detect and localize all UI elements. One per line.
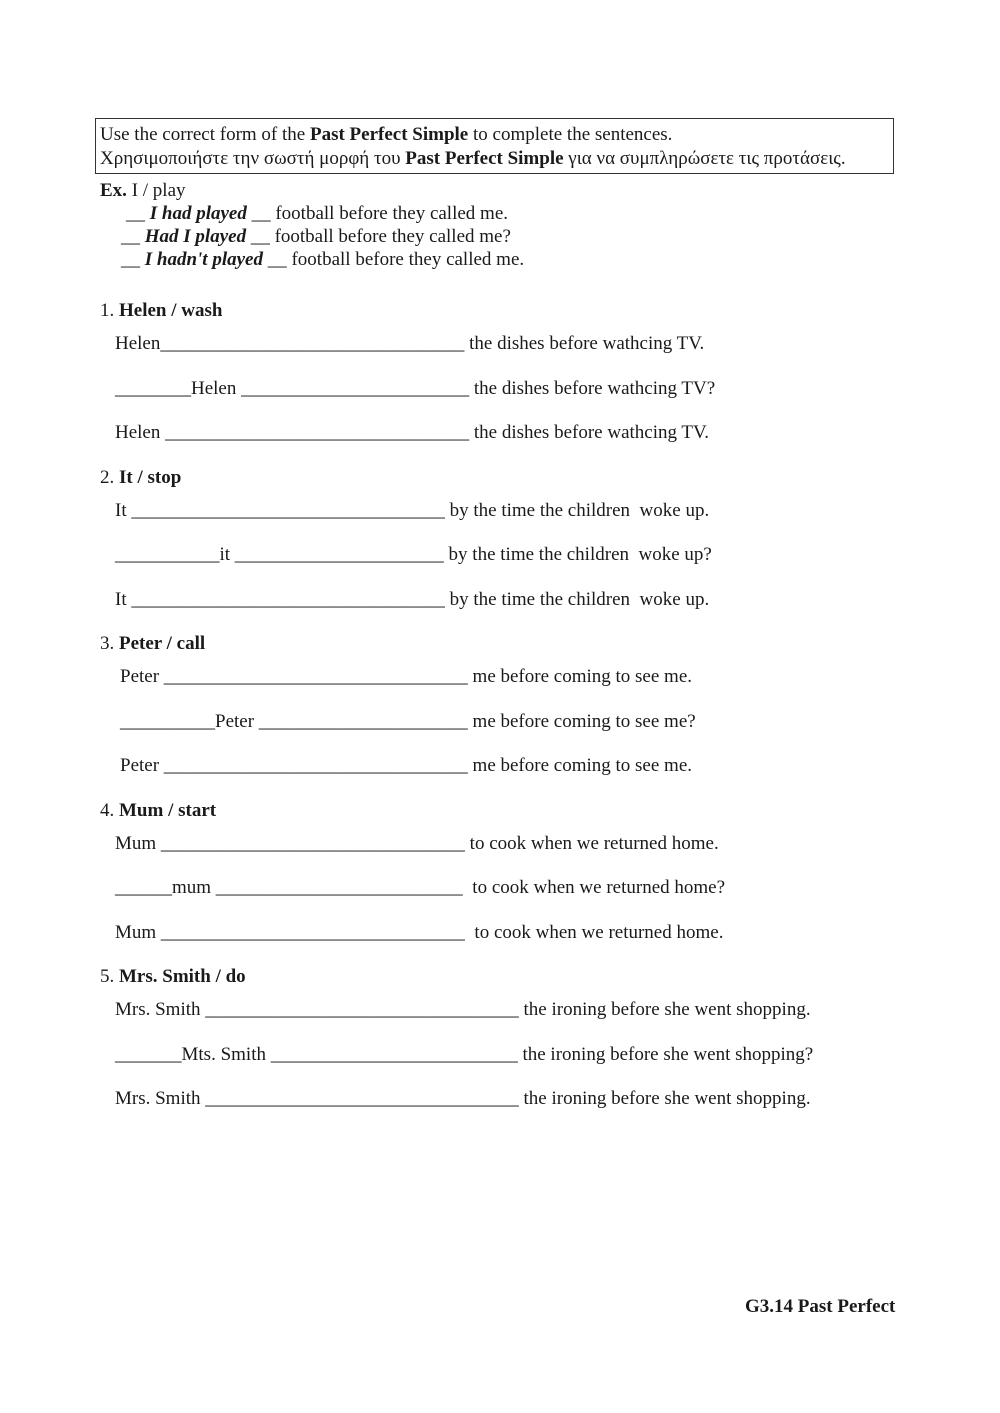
exercise-line: Mum ________________________________ to cook when we returned home. xyxy=(115,833,719,854)
exercise-line: Peter ________________________________ me before coming to see me. xyxy=(120,666,693,687)
exercise-line: It _________________________________ by the time the children woke up. xyxy=(115,500,710,521)
example-line: __ I hadn't played __ football before they called me. xyxy=(121,249,525,270)
exercise-line: Helen________________________________ the dishes before wathcing TV. xyxy=(115,333,705,354)
exercise-line: It _________________________________ by the time the children woke up. xyxy=(115,589,710,610)
exercise-line: Peter ________________________________ me before coming to see me. xyxy=(120,755,693,776)
exercise-line: __________Peter ______________________ me before coming to see me? xyxy=(120,711,696,732)
example-line: __ Had I played __ football before they called me? xyxy=(121,226,511,247)
exercise-heading: 4. Mum / start xyxy=(100,800,217,821)
exercise-line: Helen ________________________________ the dishes before wathcing TV. xyxy=(115,422,710,443)
exercise-line: ________Helen ________________________ the dishes before wathcing TV? xyxy=(115,378,716,399)
example-line: __ I had played __ football before they called me. xyxy=(126,203,509,224)
exercise-line: Mrs. Smith _________________________________ the ironing before she went shopping. xyxy=(115,999,811,1020)
footer-label: G3.14 Past Perfect xyxy=(745,1296,896,1317)
instructions-english: Use the correct form of the Past Perfect Simple to complete the sentences. xyxy=(100,124,673,145)
exercise-line: Mrs. Smith _________________________________ the ironing before she went shopping. xyxy=(115,1088,811,1109)
instructions-box xyxy=(95,118,894,174)
exercise-heading: 3. Peter / call xyxy=(100,633,206,654)
instructions-greek: Χρησιμοποιήστε την σωστή μορφή του Past Perfect Simple για να συμπληρώσετε τις προτάσεις. xyxy=(100,148,846,169)
exercise-heading: 2. It / stop xyxy=(100,467,182,488)
exercise-line: ______mum __________________________ to cook when we returned home? xyxy=(115,877,726,898)
exercise-heading: 5. Mrs. Smith / do xyxy=(100,966,246,987)
exercise-heading: 1. Helen / wash xyxy=(100,300,223,321)
exercise-line: Mum ________________________________ to cook when we returned home. xyxy=(115,922,724,943)
example-heading: Ex. I / play xyxy=(100,180,186,201)
exercise-line: _______Mts. Smith __________________________ the ironing before she went shopping? xyxy=(115,1044,814,1065)
exercise-line: ___________it ______________________ by the time the children woke up? xyxy=(115,544,712,565)
